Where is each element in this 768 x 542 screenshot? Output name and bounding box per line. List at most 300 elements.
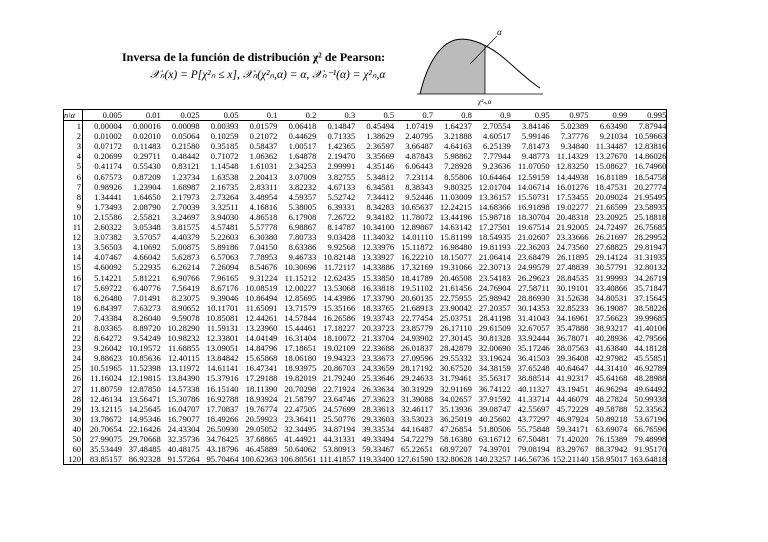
quantile-cell: 0.21072: [249, 131, 278, 142]
quantile-cell: 46.92789: [627, 363, 666, 373]
quantile-cell: 7.04150: [249, 242, 278, 253]
quantile-cell: 21.06414: [478, 252, 511, 263]
quantile-cell: 38.88514: [517, 373, 550, 384]
header-row: [64, 110, 667, 121]
quantile-cell: 1.63538: [210, 171, 239, 182]
table-row: [64, 303, 667, 313]
quantile-cell: 7.56419: [171, 282, 200, 293]
quantile-cell: 36.78071: [556, 333, 589, 344]
quantile-cell: 27.09596: [400, 353, 434, 364]
quantile-cell: 11.03009: [440, 191, 472, 202]
table-row: [64, 273, 667, 283]
quantile-cell: 12.59159: [517, 171, 550, 182]
quantile-cell: 26.17110: [440, 322, 472, 333]
quantile-cell: 68.97207: [439, 444, 472, 455]
quantile-cell: 1.64650: [133, 191, 161, 202]
degrees-cell: 10: [64, 212, 83, 222]
alpha-label: α: [497, 27, 502, 37]
table-row: [64, 192, 667, 202]
quantile-cell: 1.68987: [171, 181, 200, 192]
quantile-cell: 13.84842: [206, 353, 239, 364]
table-row: [64, 283, 667, 293]
quantile-cell: 3.35669: [366, 151, 395, 162]
quantile-cell: 22.30713: [478, 262, 511, 273]
quantile-cell: 14.57338: [167, 383, 200, 394]
quantile-cell: 21.33704: [362, 333, 395, 344]
quantile-cell: 25.50776: [323, 413, 356, 424]
degrees-cell: 5: [64, 161, 83, 171]
table-row: [64, 182, 667, 192]
quantile-cell: 36.19087: [595, 302, 628, 313]
quantile-cell: 7.34412: [366, 191, 395, 202]
quantile-cell: 23.20925: [595, 211, 628, 222]
quantile-cell: 41.92317: [556, 373, 589, 384]
quantile-cell: 16.91898: [517, 201, 550, 212]
quantile-cell: 5.81221: [133, 272, 161, 283]
quantile-cell: 2.70039: [171, 201, 200, 212]
quantile-cell: 0.07172: [94, 141, 122, 152]
quantile-cell: 21.02607: [517, 232, 550, 243]
quantile-cell: 91.57264: [161, 454, 200, 465]
table-row: [64, 323, 667, 333]
degrees-cell: 20: [64, 313, 83, 323]
quantile-cell: 16.31404: [284, 333, 317, 344]
quantile-cell: 7.87944: [627, 121, 666, 132]
quantile-cell: 29.05052: [245, 423, 278, 434]
quantile-cell: 7.78953: [249, 252, 278, 263]
quantile-cell: 11.34032: [362, 232, 395, 243]
quantile-cell: 8.26040: [133, 312, 161, 323]
quantile-cell: 20.60135: [400, 292, 434, 303]
alpha-header: 0.2: [277, 110, 316, 121]
quantile-cell: 33.19624: [478, 353, 511, 364]
quantile-cell: 30.67520: [439, 363, 472, 374]
quantile-cell: 32.67057: [517, 322, 550, 333]
quantile-cell: 23.58935: [627, 202, 666, 212]
quantile-cell: 9.59078: [171, 312, 200, 323]
quantile-cell: 29.14124: [595, 252, 628, 263]
degrees-cell: 6: [64, 172, 83, 182]
quantile-cell: 2.19470: [327, 151, 356, 162]
quantile-cell: 11.16024: [90, 373, 122, 384]
quantile-cell: 46.45889: [245, 444, 278, 455]
quantile-cell: 31.31935: [627, 252, 666, 262]
quantile-cell: 11.34487: [595, 141, 628, 152]
alpha-header: 0.01: [122, 110, 161, 121]
quantile-cell: 18.49266: [206, 413, 239, 424]
degrees-cell: 29: [64, 404, 83, 414]
quantile-cell: 13.53068: [323, 282, 356, 293]
quantile-cell: 10.82148: [323, 252, 356, 263]
quantile-cell: 158.95017: [589, 454, 628, 465]
quantile-cell: 27.58711: [517, 282, 550, 293]
quantile-cell: 35.47888: [556, 322, 589, 333]
quantile-cell: 3.84146: [521, 121, 550, 132]
quantile-cell: 26.01837: [400, 343, 434, 354]
quantile-cell: 20.48318: [556, 211, 589, 222]
alpha-header: 0.025: [161, 110, 200, 121]
quantile-cell: 45.55851: [627, 353, 666, 363]
chi-square-table: [63, 109, 667, 465]
quantile-cell: 16.79077: [167, 413, 200, 424]
quantile-cell: 41.44921: [284, 434, 317, 444]
quantile-cell: 0.71072: [210, 151, 239, 162]
quantile-cell: 22.33688: [362, 343, 395, 354]
quantile-cell: 5.38005: [288, 201, 317, 212]
quantile-cell: 10.30696: [284, 262, 317, 273]
quantile-cell: 2.16735: [210, 181, 239, 192]
quantile-cell: 34.16961: [556, 312, 589, 323]
table-row: [64, 151, 667, 161]
quantile-cell: 106.80561: [277, 454, 316, 465]
quantile-cell: 11.80759: [90, 383, 122, 394]
quantile-cell: 1.38629: [366, 131, 395, 142]
alpha-header: 0.1: [239, 110, 278, 121]
degrees-cell: 23: [64, 343, 83, 353]
quantile-cell: 14.44938: [556, 171, 589, 182]
quantile-cell: 11.59131: [206, 322, 239, 333]
quantile-cell: 65.22651: [400, 444, 434, 455]
quantile-cell: 18.06180: [284, 353, 317, 364]
quantile-cell: 42.97982: [595, 353, 628, 364]
quantile-cell: 0.29711: [133, 151, 161, 162]
quantile-cell: 39.08747: [478, 403, 511, 414]
quantile-cell: 18.15077: [439, 252, 472, 263]
quantile-cell: 7.26722: [327, 211, 356, 222]
quantile-cell: 5.62873: [171, 252, 200, 263]
quantile-cell: 9.03428: [327, 232, 356, 243]
quantile-cell: 9.34182: [366, 211, 395, 222]
quantile-cell: 37.56623: [595, 312, 628, 323]
quantile-cell: 4.40379: [171, 232, 200, 243]
degrees-cell: 30: [64, 414, 83, 424]
alpha-header: 0.95: [511, 110, 550, 121]
quantile-cell: 38.93217: [595, 322, 628, 333]
quantile-cell: 36.41503: [517, 353, 550, 364]
table-row: [64, 333, 667, 343]
quantile-cell: 8.38343: [405, 181, 434, 192]
quantile-cell: 3.82232: [288, 181, 317, 192]
quantile-cell: 3.82755: [327, 171, 356, 182]
quantile-cell: 48.27824: [595, 393, 628, 404]
quantile-cell: 20.33723: [362, 322, 395, 333]
table-row: [64, 252, 667, 262]
quantile-cell: 37.15645: [627, 293, 666, 303]
quantile-cell: 20.46508: [439, 272, 472, 283]
quantile-cell: 12.46134: [89, 393, 122, 404]
quantile-cell: 24.57699: [323, 403, 356, 414]
quantile-cell: 27.68825: [595, 242, 628, 253]
table-row: [64, 414, 667, 424]
quantile-cell: 37.65248: [517, 363, 550, 374]
quantile-cell: 111.41857: [316, 454, 355, 465]
quantile-cell: 18.47531: [595, 181, 628, 192]
quantile-cell: 40.11327: [517, 383, 550, 394]
quantile-cell: 14.86026: [627, 151, 666, 161]
quantile-cell: 0.21580: [171, 141, 200, 152]
quantile-cell: 3.56503: [94, 242, 122, 253]
quantile-cell: 23.36411: [284, 413, 317, 424]
quantile-cell: 35.53449: [89, 444, 122, 455]
degrees-cell: 11: [64, 222, 83, 232]
quantile-cell: 4.07467: [94, 252, 122, 263]
quantile-cell: 30.14353: [517, 302, 550, 313]
quantile-cell: 2.70554: [483, 121, 511, 132]
degrees-cell: 17: [64, 283, 83, 293]
quantile-cell: 9.48773: [521, 151, 550, 162]
quantile-cell: 0.14847: [327, 121, 356, 132]
quantile-cell: 0.55430: [133, 161, 161, 172]
quantile-cell: 1.14548: [210, 161, 239, 172]
quantile-cell: 18.30704: [517, 211, 550, 222]
quantile-cell: 18.41789: [400, 272, 434, 283]
quantile-cell: 18.11390: [245, 383, 278, 394]
quantile-cell: 20.27774: [627, 182, 666, 192]
quantile-cell: 26.29623: [517, 272, 550, 283]
quantile-cell: 23.54183: [478, 272, 511, 283]
quantile-cell: 1.61031: [249, 161, 278, 172]
quantile-cell: 32.00690: [478, 343, 511, 354]
degrees-cell: 3: [64, 141, 83, 151]
quantile-cell: 53.80913: [323, 444, 356, 455]
quantile-cell: 35.17246: [517, 343, 550, 354]
quantile-cell: 5.99146: [521, 131, 550, 142]
quantile-cell: 19.94323: [323, 353, 356, 364]
quantile-cell: 10.59663: [627, 131, 666, 141]
alpha-header: 0.3: [316, 110, 355, 121]
quantile-cell: 21.58797: [284, 393, 317, 404]
quantile-cell: 2.73264: [210, 191, 239, 202]
quantile-cell: 3.57057: [133, 232, 161, 243]
quantile-cell: 14.33886: [362, 262, 395, 273]
quantile-cell: 24.93902: [400, 333, 434, 344]
quantile-cell: 25.33646: [362, 373, 395, 384]
degrees-cell: 19: [64, 303, 83, 313]
quantile-cell: 3.32511: [211, 201, 239, 212]
table-row: [64, 131, 667, 141]
quantile-cell: 6.26480: [94, 292, 122, 303]
quantile-cell: 1.64878: [288, 151, 317, 162]
alpha-header: 0.005: [83, 110, 122, 121]
quantile-cell: 9.21034: [599, 131, 628, 142]
alpha-header: 0.8: [433, 110, 472, 121]
quantile-cell: 5.22935: [133, 262, 161, 273]
quantile-cell: 29.33603: [362, 413, 395, 424]
quantile-cell: 5.02389: [560, 121, 589, 132]
quantile-cell: 42.79566: [627, 333, 666, 343]
quantile-cell: 14.25645: [128, 403, 161, 414]
quantile-cell: 6.84397: [94, 302, 122, 313]
quantile-cell: 3.66487: [405, 141, 434, 152]
quantile-cell: 3.07009: [288, 171, 317, 182]
quantile-cell: 31.79461: [439, 373, 472, 384]
quantile-cell: 7.37776: [560, 131, 589, 142]
quantile-cell: 3.05348: [133, 222, 161, 233]
quantile-cell: 21.79240: [323, 373, 356, 384]
quantile-cell: 91.95170: [627, 444, 666, 454]
quantile-cell: 9.26042: [94, 343, 122, 354]
quantile-cell: 28.42879: [439, 343, 472, 354]
quantile-cell: 4.59357: [288, 191, 317, 202]
quantile-cell: 7.96165: [210, 272, 239, 283]
quantile-cell: 83.85157: [83, 454, 122, 465]
quantile-cell: 127.61590: [394, 454, 433, 465]
quantile-cell: 5.52742: [327, 191, 356, 202]
quantile-cell: 13.36157: [478, 191, 511, 202]
degrees-cell: 24: [64, 353, 83, 363]
quantile-cell: 4.86518: [249, 211, 278, 222]
quantile-cell: 4.16816: [249, 201, 278, 212]
quantile-cell: 10.98232: [167, 333, 200, 344]
quantile-cell: 0.83121: [171, 161, 200, 172]
quantile-cell: 13.09051: [206, 343, 239, 354]
quantile-cell: 9.88623: [94, 353, 122, 364]
quantile-cell: 6.34581: [366, 181, 395, 192]
quantile-cell: 4.60092: [94, 262, 122, 273]
degrees-cell: 15: [64, 262, 83, 272]
quantile-cell: 12.87850: [128, 383, 161, 394]
quantile-cell: 19.51102: [401, 282, 434, 293]
quantile-cell: 79.48998: [627, 434, 666, 444]
quantile-cell: 49.33494: [362, 434, 395, 444]
quantile-cell: 1.64237: [444, 121, 472, 132]
quantile-cell: 21.92005: [556, 222, 589, 233]
quantile-cell: 2.83311: [249, 181, 278, 192]
quantile-cell: 19.31066: [439, 262, 472, 273]
degrees-cell: 7: [64, 182, 83, 192]
quantile-cell: 21.61456: [439, 282, 472, 293]
degrees-cell: 26: [64, 373, 83, 383]
quantile-cell: 39.99685: [627, 313, 666, 323]
quantile-cell: 25.18818: [627, 212, 666, 222]
page-title: Inversa de la función de distribución χ² de Pearson:: [122, 50, 386, 64]
quantile-cell: 24.99579: [517, 262, 550, 273]
quantile-cell: 11.72117: [323, 262, 356, 273]
quantile-cell: 0.01579: [249, 121, 278, 132]
quantile-cell: 16.92788: [206, 393, 239, 404]
degrees-cell: 13: [64, 242, 83, 252]
quantile-cell: 44.16487: [400, 423, 434, 434]
quantile-cell: 12.83816: [627, 141, 666, 151]
quantile-cell: 13.84390: [167, 373, 200, 384]
quantile-cell: 9.31224: [249, 272, 278, 283]
quantile-cell: 30.81328: [478, 333, 511, 344]
degrees-cell: 12: [64, 232, 83, 242]
quantile-cell: 2.17973: [171, 191, 200, 202]
quantile-cell: 4.66042: [133, 252, 161, 263]
degrees-cell: 14: [64, 252, 83, 262]
quantile-cell: 10.86494: [245, 292, 278, 303]
quantile-cell: 50.99338: [627, 394, 666, 404]
quantile-cell: 10.64464: [478, 171, 511, 182]
quantile-cell: 3.94030: [210, 211, 239, 222]
quantile-cell: 2.60322: [94, 222, 122, 233]
quantile-cell: 6.40776: [133, 282, 161, 293]
quantile-cell: 0.05064: [171, 131, 200, 142]
quantile-cell: 29.70668: [128, 434, 161, 444]
quantile-cell: 41.63840: [595, 343, 628, 354]
alpha-header: 0.995: [627, 110, 666, 121]
quantile-cell: 119.33400: [355, 454, 394, 465]
quantile-cell: 5.00875: [171, 242, 200, 253]
table-row: [64, 404, 667, 414]
quantile-cell: 0.71335: [327, 131, 356, 142]
quantile-cell: 45.64168: [595, 373, 628, 384]
quantile-cell: 44.31331: [323, 434, 356, 444]
quantile-cell: 2.15586: [94, 211, 122, 222]
quantile-cell: 32.80132: [627, 262, 666, 272]
quantile-cell: 79.08194: [517, 444, 550, 455]
quantile-cell: 7.63273: [133, 302, 161, 313]
quantile-cell: 7.81473: [521, 141, 550, 152]
quantile-cell: 25.03751: [439, 312, 472, 323]
table-row: [64, 343, 667, 353]
quantile-cell: 34.02657: [439, 393, 472, 404]
quantile-cell: 14.01110: [401, 232, 434, 243]
quantile-cell: 8.03365: [94, 322, 122, 333]
quantile-cell: 16.74960: [627, 161, 666, 171]
quantile-cell: 15.98718: [478, 211, 511, 222]
table-row: [64, 434, 667, 444]
quantile-cell: 0.11483: [133, 141, 161, 152]
quantile-cell: 1.42365: [327, 141, 356, 152]
quantile-cell: 8.14787: [327, 222, 356, 233]
corner-header: n\α: [64, 110, 83, 121]
alpha-header: 0.9: [472, 110, 511, 121]
quantile-cell: 29.61509: [478, 322, 511, 333]
quantile-cell: 5.89186: [210, 242, 239, 253]
quantile-cell: 24.73560: [556, 242, 589, 253]
quantile-cell: 48.28988: [627, 373, 666, 383]
quantile-cell: 2.34253: [288, 161, 317, 172]
quantile-cell: 6.90766: [171, 272, 200, 283]
quantile-cell: 24.72497: [595, 222, 628, 233]
quantile-cell: 11.68855: [167, 343, 200, 354]
quantile-cell: 26.50930: [206, 423, 239, 434]
quantile-cell: 0.10259: [210, 131, 239, 142]
quantile-cell: 21.68913: [400, 302, 434, 313]
table-row: [64, 384, 667, 394]
quantile-cell: 1.23734: [171, 171, 200, 182]
quantile-cell: 28.29952: [627, 232, 666, 242]
quantile-cell: 6.26214: [171, 262, 200, 273]
quantile-cell: 23.33666: [556, 232, 589, 243]
quantile-cell: 0.01002: [94, 131, 122, 142]
quantile-cell: 15.44461: [284, 322, 317, 333]
quantile-cell: 10.11701: [206, 302, 239, 313]
quantile-cell: 50.89218: [595, 413, 628, 424]
quantile-cell: 24.43304: [167, 423, 200, 434]
quantile-cell: 71.42020: [556, 434, 589, 444]
quantile-cell: 29.24633: [400, 373, 434, 384]
quantile-cell: 19.02277: [556, 201, 589, 212]
quantile-cell: 14.43986: [323, 292, 356, 303]
quantile-cell: 12.85695: [284, 292, 317, 303]
quantile-cell: 10.08519: [245, 282, 278, 293]
quantile-cell: 95.70464: [200, 454, 239, 465]
quantile-cell: 1.23904: [133, 181, 161, 192]
quantile-cell: 28.86930: [517, 292, 550, 303]
table-row: [64, 232, 667, 242]
quantile-cell: 42.55697: [517, 403, 550, 414]
quantile-cell: 3.24697: [171, 211, 200, 222]
quantile-cell: 12.83250: [556, 161, 589, 172]
quantile-cell: 55.75848: [517, 423, 550, 434]
quantile-cell: 40.25602: [478, 413, 511, 424]
quantile-cell: 10.85636: [128, 353, 161, 364]
quantile-cell: 10.65637: [400, 201, 434, 212]
quantile-cell: 2.55821: [133, 211, 161, 222]
